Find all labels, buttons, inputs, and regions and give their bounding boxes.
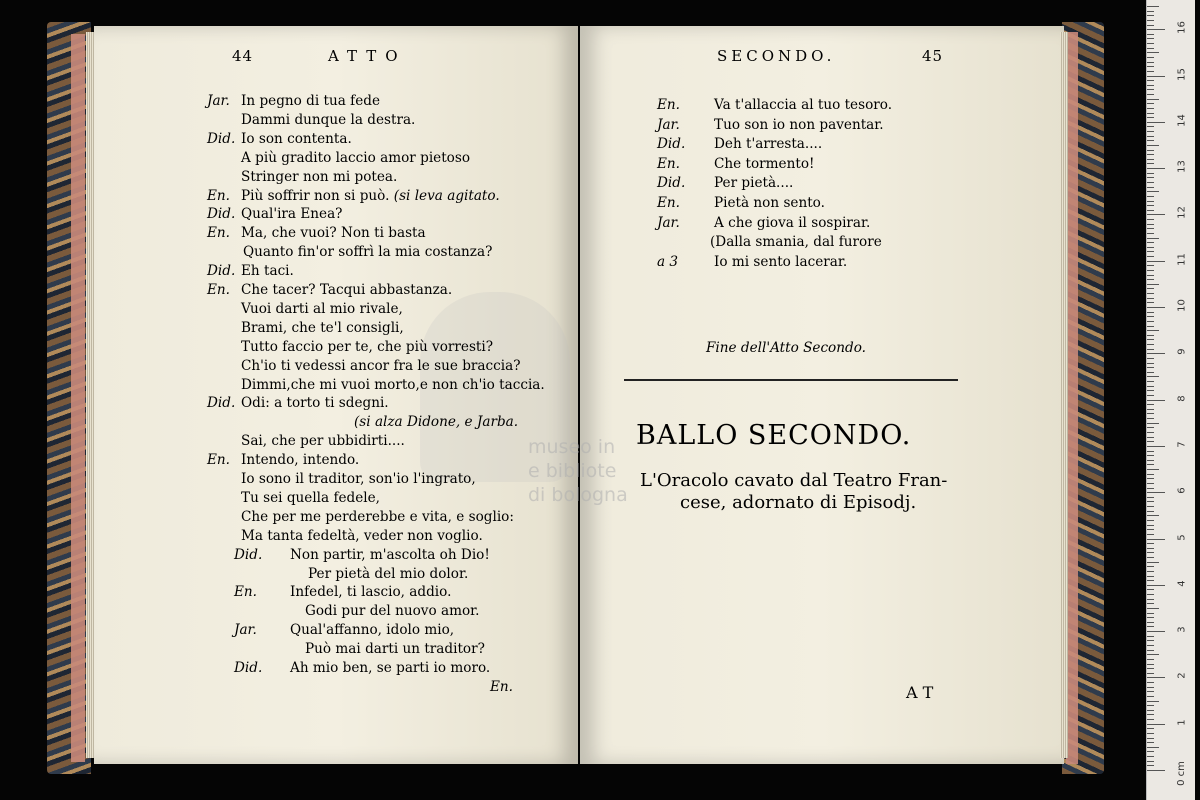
left-line-text: Tutto faccio per te, che più vorresti? [241, 339, 494, 355]
ruler-tick [1147, 85, 1154, 86]
ruler-tick [1147, 233, 1154, 234]
ruler-tick [1147, 150, 1154, 151]
ruler-tick [1147, 210, 1154, 211]
ruler-tick [1147, 552, 1154, 553]
ruler-tick [1147, 187, 1154, 188]
ruler-tick [1147, 733, 1154, 734]
ruler-tick [1147, 543, 1154, 544]
left-text-line [241, 394, 389, 412]
right-text-line: A che giova il sospirar. [714, 215, 871, 231]
ruler-tick [1147, 145, 1159, 146]
right-text-line: (Dalla smania, dal furore [710, 234, 882, 250]
left-speaker-label: Did. [207, 395, 236, 411]
ruler-tick [1147, 659, 1154, 660]
ruler-tick [1147, 48, 1154, 49]
right-page-number: 45 [922, 47, 944, 65]
ruler-tick [1147, 367, 1154, 368]
ruler-tick [1147, 603, 1154, 604]
ruler-tick [1147, 62, 1154, 63]
ruler-tick [1147, 677, 1165, 678]
ruler-tick [1147, 66, 1154, 67]
ruler-tick [1147, 363, 1154, 364]
section-rule [624, 379, 958, 381]
right-speaker-label: En. [657, 195, 680, 211]
right-text-line: Tuo son io non paventar. [714, 117, 884, 133]
ruler-tick [1147, 122, 1165, 123]
left-line-text: In pegno di tua fede [241, 93, 380, 109]
ruler-number: 12 [1176, 206, 1188, 220]
left-line-text: Io son contenta. [241, 131, 352, 147]
left-text-line [305, 640, 485, 658]
ruler-tick [1147, 279, 1154, 280]
left-speaker-label: Did. [234, 660, 263, 676]
left-line-text: Sai, che per ubbidirti.... [241, 433, 405, 449]
ruler-tick [1147, 687, 1154, 688]
ruler-tick [1147, 113, 1154, 114]
left-speaker-label: En. [207, 282, 230, 298]
left-text-line [290, 659, 490, 677]
left-text-line [305, 602, 480, 620]
ruler-tick [1147, 400, 1165, 401]
ruler-tick [1147, 501, 1154, 502]
ruler-tick [1147, 34, 1154, 35]
left-line-text: Stringer non mi potea. [241, 169, 398, 185]
ruler-tick [1147, 316, 1154, 317]
ruler-number: 2 [1176, 672, 1188, 680]
left-text-line [241, 168, 397, 186]
ruler-tick [1147, 353, 1165, 354]
ruler-number: 7 [1176, 441, 1188, 448]
ruler-tick [1147, 589, 1154, 590]
ruler-tick [1147, 636, 1154, 637]
ballo-desc-line-1: L'Oracolo cavato dal Teatro Fran- [640, 470, 948, 491]
right-speaker-label: Jar. [657, 215, 680, 231]
ruler-tick [1147, 108, 1154, 109]
ruler-tick [1147, 747, 1159, 748]
ruler-tick [1147, 650, 1154, 651]
left-text-line [241, 470, 476, 488]
left-line-text: Vuoi darti al mio rivale, [241, 301, 403, 317]
ruler-number: 10 [1176, 299, 1188, 312]
ruler-tick [1147, 608, 1159, 609]
ruler-number: 8 [1176, 394, 1188, 402]
ruler-tick [1147, 335, 1154, 336]
ruler-tick [1147, 94, 1154, 95]
ruler-tick [1147, 265, 1154, 266]
right-catchword: AT [906, 683, 940, 702]
ruler-tick [1147, 25, 1154, 26]
ruler-tick [1147, 302, 1154, 303]
ruler-tick [1147, 326, 1154, 327]
ruler-tick [1147, 307, 1165, 308]
ruler-unit-label: 0 cm [1175, 761, 1187, 786]
ruler-number: 6 [1176, 487, 1188, 494]
ruler-tick [1147, 576, 1154, 577]
left-text-line [241, 489, 380, 507]
ruler-tick [1147, 409, 1154, 410]
ruler-tick [1147, 626, 1154, 627]
left-line-text: Quanto fin'or soffrì la mia costanza? [243, 244, 493, 260]
ruler-number: 14 [1176, 113, 1188, 127]
ruler-number: 13 [1176, 160, 1188, 173]
ruler-tick [1147, 117, 1154, 118]
ruler-tick [1147, 131, 1154, 132]
ruler-tick [1147, 455, 1154, 456]
ruler-tick [1147, 645, 1154, 646]
ruler-tick [1147, 372, 1154, 373]
right-speaker-label: Did. [657, 136, 686, 152]
ruler-tick [1147, 140, 1154, 141]
left-line-text: Qual'ira Enea? [241, 206, 343, 222]
ruler-tick [1147, 298, 1154, 299]
ruler-tick [1147, 617, 1154, 618]
left-line-text: Che per me perderebbe e vita, e soglio: [241, 509, 514, 525]
ruler-tick [1147, 682, 1154, 683]
ruler-tick [1147, 205, 1154, 206]
left-line-text: Ch'io ti vedessi ancor fra le sue braccia? [241, 358, 521, 374]
ruler-tick [1147, 478, 1154, 479]
left-line-text: Non partir, m'ascolta oh Dio! [290, 547, 490, 563]
left-line-text: Ma, che vuoi? Non ti basta [241, 225, 426, 241]
right-cover-board [1062, 22, 1104, 774]
ruler-tick [1147, 492, 1165, 493]
ruler-tick [1147, 668, 1154, 669]
left-line-text: Ah mio ben, se parti io moro. [290, 660, 491, 676]
ruler-tick [1147, 562, 1159, 563]
left-stage-direction: (si alza Didone, e Jarba. [354, 414, 519, 430]
ruler-tick [1147, 515, 1159, 516]
ruler-tick [1147, 511, 1154, 512]
ruler-tick [1147, 640, 1154, 641]
left-text-line [241, 149, 470, 167]
ruler-tick [1147, 664, 1154, 665]
right-text-line: Io mi sento lacerar. [714, 254, 848, 270]
left-text-line [241, 111, 415, 129]
ruler-tick [1147, 571, 1154, 572]
right-text-line: Per pietà.... [714, 175, 794, 191]
ruler-tick [1147, 483, 1154, 484]
ruler-tick [1147, 57, 1154, 58]
ruler-tick [1147, 728, 1154, 729]
ruler-tick [1147, 506, 1154, 507]
watermark-line-2: e bibliote [528, 460, 617, 482]
left-text-line [308, 565, 468, 583]
right-text-line: Deh t'arresta.... [714, 136, 823, 152]
right-speaker-label: Jar. [657, 117, 680, 133]
ruler-tick [1147, 293, 1154, 294]
ruler-number: 9 [1176, 348, 1188, 355]
ruler-tick [1147, 710, 1154, 711]
ruler-tick [1147, 136, 1154, 137]
ruler-tick [1147, 770, 1165, 771]
ruler-number: 15 [1176, 67, 1188, 81]
ruler-tick [1147, 432, 1154, 433]
left-text-line [241, 357, 520, 375]
ruler-tick [1147, 413, 1154, 414]
ruler-tick [1147, 599, 1154, 600]
ruler-tick [1147, 182, 1154, 183]
ruler-tick [1147, 376, 1159, 377]
ballo-desc-line-2: cese, adornato di Episodj. [680, 492, 917, 513]
ruler-tick [1147, 742, 1154, 743]
ruler-tick [1147, 11, 1154, 12]
ruler-tick [1147, 566, 1154, 567]
ruler-tick [1147, 539, 1165, 540]
ruler-tick [1147, 159, 1154, 160]
ruler-number: 16 [1176, 21, 1188, 35]
ruler-number: 11 [1176, 252, 1188, 266]
right-page-edges [1060, 32, 1068, 758]
ruler-tick [1147, 126, 1154, 127]
watermark-line-3: di bologna [528, 484, 628, 506]
left-text-line [354, 413, 518, 431]
left-line-text: A più gradito laccio amor pietoso [241, 150, 471, 166]
left-text-line [241, 432, 405, 450]
left-line-text: Per pietà del mio dolor. [308, 566, 469, 582]
ruler-tick [1147, 529, 1154, 530]
ruler-tick [1147, 20, 1154, 21]
ruler-tick [1147, 275, 1154, 276]
ruler-tick [1147, 89, 1154, 90]
ruler-tick [1147, 163, 1154, 164]
ruler-tick [1147, 534, 1154, 535]
ballo-title: BALLO SECONDO. [636, 420, 912, 451]
ruler-number: 4 [1176, 580, 1188, 587]
right-speaker-label: Did. [657, 175, 686, 191]
ruler-tick [1147, 103, 1154, 104]
left-line-text: Qual'affanno, idolo mio, [290, 622, 455, 638]
left-line-text: Godi pur del nuovo amor. [305, 603, 480, 619]
ruler-tick [1147, 451, 1154, 452]
ruler-tick [1147, 196, 1154, 197]
left-text-line [241, 281, 452, 299]
ruler-tick [1147, 284, 1159, 285]
right-speaker-label: En. [657, 156, 680, 172]
left-text-line [241, 319, 404, 337]
left-line-text: Tu sei quella fedele, [241, 490, 380, 506]
ruler-tick [1147, 525, 1154, 526]
ruler-tick [1147, 585, 1165, 586]
left-text-line [241, 205, 342, 223]
ruler-tick [1147, 191, 1159, 192]
ruler-tick [1147, 488, 1154, 489]
ruler-tick [1147, 15, 1154, 16]
ruler-tick [1147, 705, 1154, 706]
left-line-text: Può mai darti un traditor? [305, 641, 485, 657]
ruler-tick [1147, 6, 1159, 7]
ruler-tick [1147, 765, 1154, 766]
left-line-text: Eh taci. [241, 263, 294, 279]
left-line-text: Che tacer? Tacqui abbastanza. [241, 282, 453, 298]
ruler-tick [1147, 381, 1154, 382]
left-cover-board [47, 22, 91, 774]
left-text-line [241, 224, 426, 242]
ruler-tick [1147, 228, 1154, 229]
ruler-number: 3 [1176, 626, 1188, 633]
left-text-line [241, 451, 359, 469]
ruler-tick [1147, 404, 1154, 405]
left-line-text: Brami, che te'l consigli, [241, 320, 404, 336]
ruler-tick [1147, 701, 1159, 702]
left-line-text: Io sono il traditor, son'io l'ingrato, [241, 471, 476, 487]
ruler-tick [1147, 43, 1154, 44]
ruler-tick [1147, 548, 1154, 549]
left-line-text: Odi: a torto ti sdegni. [241, 395, 389, 411]
ruler-tick [1147, 173, 1154, 174]
ruler-tick [1147, 247, 1154, 248]
ruler-tick [1147, 756, 1154, 757]
ruler-tick [1147, 251, 1154, 252]
ruler-number: 1 [1176, 719, 1188, 726]
ruler-tick [1147, 238, 1159, 239]
ruler-tick [1147, 339, 1154, 340]
left-line-text: Intendo, intendo. [241, 452, 360, 468]
ruler-tick [1147, 224, 1154, 225]
ruler-tick [1147, 427, 1154, 428]
ruler-tick [1147, 418, 1154, 419]
ruler-tick [1147, 344, 1154, 345]
ruler-tick [1147, 330, 1159, 331]
ruler-tick [1147, 594, 1154, 595]
left-text-line [241, 92, 380, 110]
right-text-line: Che tormento! [714, 156, 815, 172]
ruler-tick [1147, 631, 1165, 632]
ruler-tick [1147, 673, 1154, 674]
ruler-tick [1147, 460, 1154, 461]
ruler-tick [1147, 469, 1159, 470]
watermark-line-1: museo in [528, 436, 616, 458]
left-speaker-label: En. [207, 225, 230, 241]
left-line-text: Più soffrir non si può. [241, 188, 394, 204]
ruler-tick [1147, 80, 1154, 81]
ruler-tick [1147, 622, 1154, 623]
ruler-tick [1147, 321, 1154, 322]
ruler-tick [1147, 474, 1154, 475]
ruler-tick [1147, 38, 1154, 39]
left-line-text: Dammi dunque la destra. [241, 112, 416, 128]
left-speaker-label: Did. [234, 547, 263, 563]
ruler-number: 5 [1176, 533, 1188, 541]
ruler-tick [1147, 386, 1154, 387]
left-text-line [241, 187, 500, 205]
ruler-tick [1147, 691, 1154, 692]
ruler-tick [1147, 349, 1154, 350]
ruler-tick [1147, 219, 1154, 220]
left-text-line [241, 262, 294, 280]
ruler-tick [1147, 761, 1154, 762]
ruler-tick [1147, 719, 1154, 720]
ruler-tick [1147, 52, 1159, 53]
ruler-tick [1147, 201, 1154, 202]
left-speaker-label: Did. [207, 206, 236, 222]
ruler-tick [1147, 358, 1154, 359]
left-speaker-label: Did. [207, 131, 236, 147]
left-speaker-label: Jar. [207, 93, 230, 109]
ruler-tick [1147, 441, 1154, 442]
ruler-tick [1147, 423, 1159, 424]
right-text-line: Va t'allaccia al tuo tesoro. [714, 97, 893, 113]
left-text-line [241, 300, 403, 318]
ruler-tick [1147, 242, 1154, 243]
left-speaker-label: Jar. [234, 622, 257, 638]
ruler-tick [1147, 177, 1154, 178]
left-text-line [241, 527, 483, 545]
left-text-line [290, 546, 490, 564]
ruler-tick [1147, 270, 1154, 271]
ruler-tick [1147, 71, 1154, 72]
ruler-tick [1147, 261, 1165, 262]
left-text-line [290, 583, 451, 601]
left-text-line [241, 338, 493, 356]
left-speaker-label: En. [234, 584, 257, 600]
ruler-tick [1147, 29, 1165, 30]
ruler-tick [1147, 446, 1165, 447]
left-speaker-label: Did. [207, 263, 236, 279]
right-speaker-label: a 3 [657, 254, 679, 270]
left-text-line [241, 376, 545, 394]
ruler-tick [1147, 464, 1154, 465]
left-text-line [290, 621, 454, 639]
ruler-tick [1147, 99, 1159, 100]
ruler-tick [1147, 557, 1154, 558]
ruler-tick [1147, 154, 1154, 155]
left-speaker-label: En. [207, 188, 230, 204]
ruler-tick [1147, 76, 1165, 77]
ruler-tick [1147, 714, 1154, 715]
ruler-tick [1147, 168, 1165, 169]
ruler-tick [1147, 437, 1154, 438]
left-stage-direction: (si leva agitato. [393, 188, 500, 204]
ruler-tick [1147, 214, 1165, 215]
left-text-line [241, 508, 514, 526]
right-running-head: SECONDO. [717, 47, 836, 65]
left-line-text: Ma tanta fedeltà, veder non voglio. [241, 528, 483, 544]
ruler-tick [1147, 738, 1154, 739]
ruler-tick [1147, 613, 1154, 614]
ruler-tick [1147, 751, 1154, 752]
act-end-note: Fine dell'Atto Secondo. [706, 340, 866, 356]
left-speaker-label: En. [207, 452, 230, 468]
ruler-tick [1147, 395, 1154, 396]
left-running-head: ATTO [328, 47, 407, 65]
watermark-text [528, 435, 628, 507]
ruler-tick [1147, 580, 1154, 581]
ruler-tick [1147, 497, 1154, 498]
right-text-line: Pietà non sento. [714, 195, 825, 211]
ruler-tick [1147, 520, 1154, 521]
left-line-text: Infedel, ti lascio, addio. [290, 584, 452, 600]
left-catchword: En. [490, 679, 513, 695]
right-speaker-label: En. [657, 97, 680, 113]
left-pastedown-edge [71, 34, 85, 762]
left-page-number: 44 [232, 47, 254, 65]
ruler-tick [1147, 256, 1154, 257]
ruler-tick [1147, 390, 1154, 391]
measuring-ruler [1146, 0, 1195, 800]
ruler-tick [1147, 724, 1165, 725]
left-text-line [241, 130, 352, 148]
ruler-tick [1147, 312, 1154, 313]
ruler-tick [1147, 696, 1154, 697]
ruler-tick [1147, 654, 1159, 655]
left-text-line [243, 243, 492, 261]
ruler-tick [1147, 288, 1154, 289]
left-line-text: Dimmi,che mi vuoi morto,e non ch'io taccia. [241, 377, 545, 393]
